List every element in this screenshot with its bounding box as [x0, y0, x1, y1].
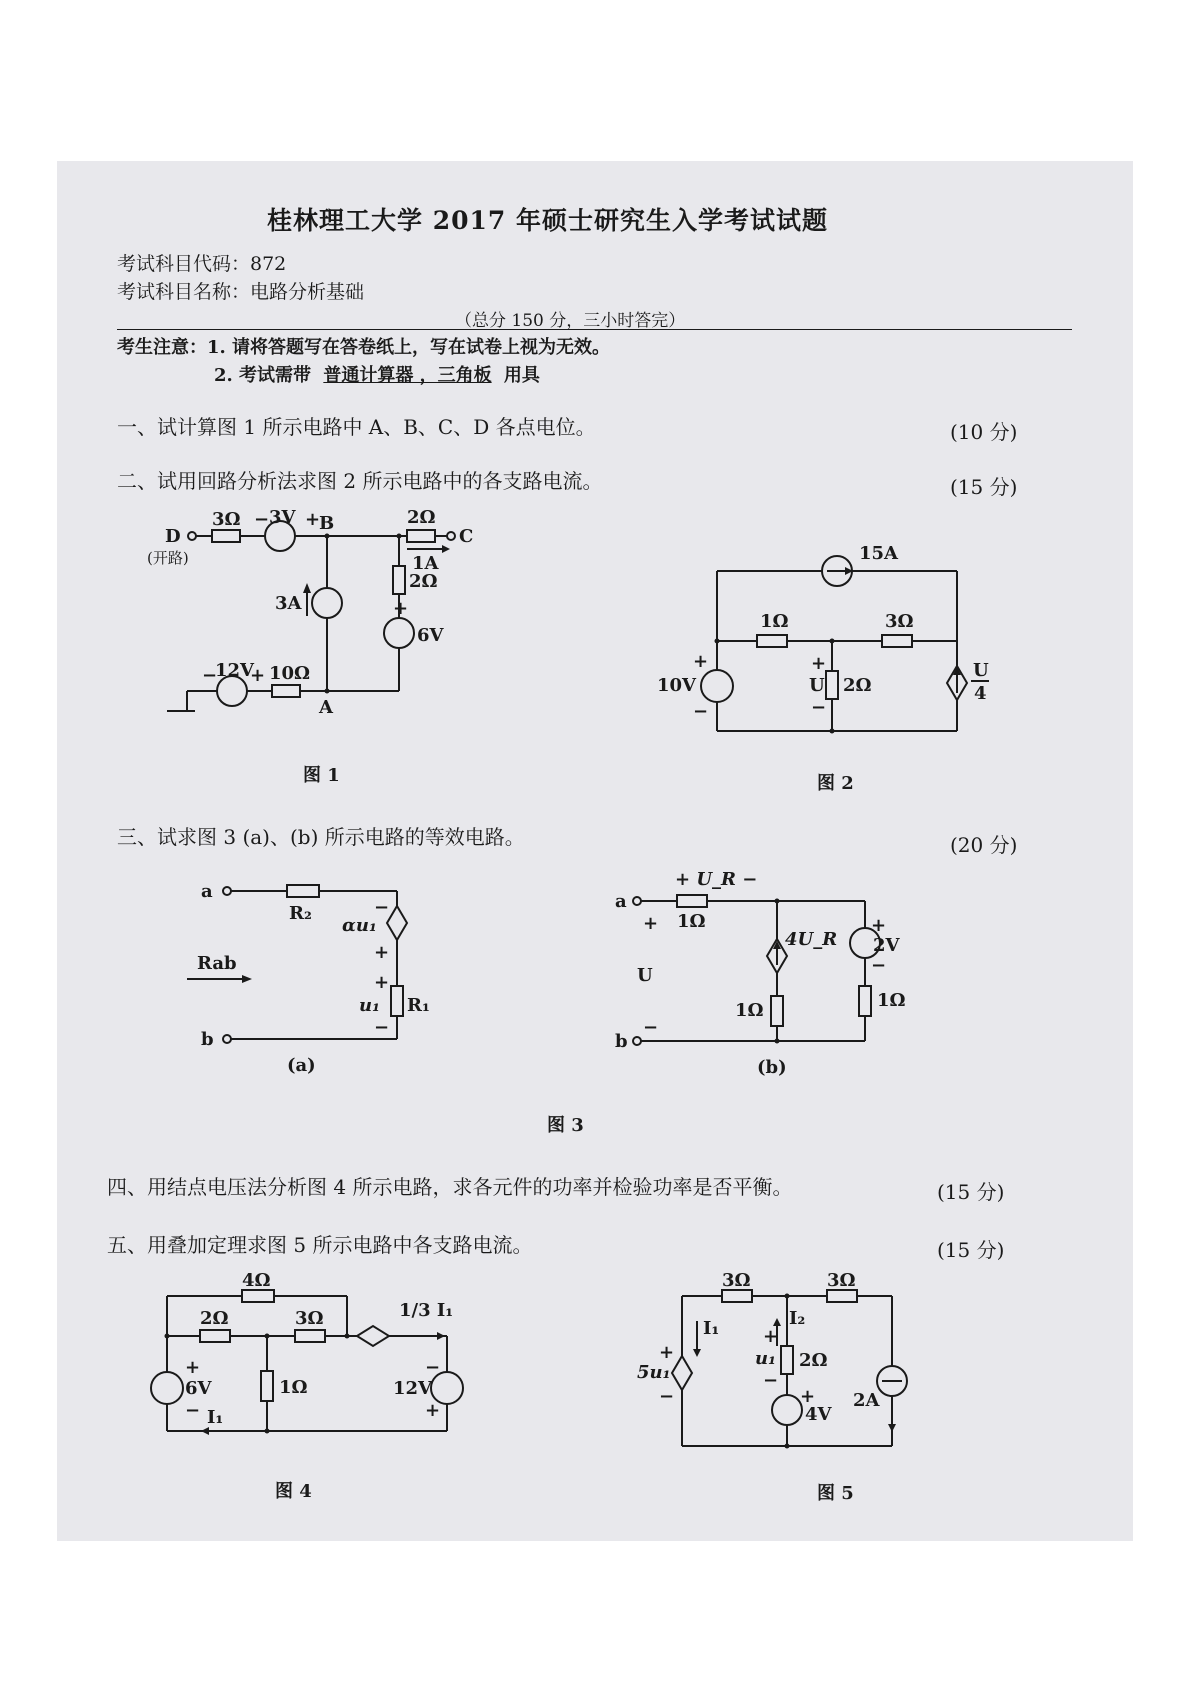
fig4-r1: 1Ω — [279, 1377, 308, 1398]
fig1-A: A — [319, 697, 333, 718]
fig4-v6-plus: + — [185, 1357, 201, 1378]
question-3: 三、试求图 3 (a)、(b) 所示电路的等效电路。 — [117, 825, 525, 849]
fig1-v12: 12V — [215, 660, 255, 681]
fig1-v12-minus: − — [202, 665, 218, 686]
fig5-r3b: 3Ω — [827, 1270, 856, 1291]
question-2-score: (15 分) — [950, 475, 1018, 499]
fig5-caption: 图 5 — [817, 1483, 854, 1504]
fig1-v12-plus: + — [250, 665, 266, 686]
fig3a-label: (a) — [287, 1055, 316, 1076]
fig5-i2: 2A — [853, 1390, 880, 1411]
fig3a-Rab: Rab — [197, 953, 237, 974]
note-2 — [214, 361, 540, 387]
fig5-u1-plus: + — [763, 1326, 779, 1347]
note-1: 考生注意：1. 请将答题写在答卷纸上，写在试卷上视为无效。 — [117, 337, 611, 358]
fig4-r3: 3Ω — [295, 1308, 324, 1329]
fig4-dep: 1/3 I₁ — [399, 1300, 454, 1321]
fig5-r2: 2Ω — [799, 1350, 828, 1371]
figure-3b-circuit — [607, 861, 927, 1078]
fig2-U-plus: + — [811, 653, 827, 674]
fig3a-au: αu₁ — [342, 915, 377, 936]
fig4-v12: 12V — [393, 1378, 433, 1399]
fig4-r2: 2Ω — [200, 1308, 229, 1329]
fig3b-v2: 2V — [873, 935, 900, 956]
note-2-suffix: 用具 — [503, 365, 540, 386]
fig4-v6-minus: − — [185, 1400, 201, 1421]
question-5: 五、用叠加定理求图 5 所示电路中各支路电流。 — [107, 1233, 533, 1257]
fig4-v12-plus: + — [425, 1400, 441, 1421]
fig5-dep: 5u₁ — [637, 1362, 671, 1383]
fig1-v3-minus: − — [254, 509, 270, 530]
note-2-tools: 普通计算器 ，三角板 — [323, 365, 492, 386]
header-divider — [117, 329, 1072, 330]
fig3a-b: b — [201, 1029, 214, 1050]
fig2-dep-den: 4 — [974, 683, 987, 704]
fig3a-R1: R₁ — [407, 995, 430, 1016]
fig1-caption: 图 1 — [303, 765, 340, 786]
fig3b-minus: − — [643, 1017, 659, 1038]
fig4-v12-minus: − — [425, 1357, 441, 1378]
fig3b-UR: + U_R − — [675, 869, 758, 890]
fig1-r2top: 2Ω — [407, 507, 436, 528]
fig1-open: (开路) — [147, 549, 189, 567]
fig1-i1: 1A — [412, 553, 439, 574]
fig1-D: D — [165, 526, 181, 547]
fig3b-v2-minus: − — [871, 955, 887, 976]
fig2-caption: 图 2 — [817, 773, 854, 794]
fig3b-r1left: 1Ω — [735, 1000, 764, 1021]
question-4: 四、用结点电压法分析图 4 所示电路，求各元件的功率并检验功率是否平衡。 — [107, 1175, 793, 1199]
fig1-v3: 3V — [269, 507, 296, 528]
fig1-i3: 3A — [275, 593, 302, 614]
question-3-score: (20 分) — [950, 833, 1018, 857]
fig1-r3: 3Ω — [212, 509, 241, 530]
fig2-v10-plus: + — [693, 651, 709, 672]
fig3a-au-minus: − — [374, 897, 390, 918]
fig1-v3-plus: + — [305, 509, 321, 530]
fig3a-u1-plus: + — [374, 972, 390, 993]
fig3b-b: b — [615, 1031, 628, 1052]
figure-1-circuit — [147, 507, 507, 751]
fig3a-u1: u₁ — [359, 995, 380, 1016]
figure-4-circuit — [137, 1270, 477, 1446]
fig4-caption: 图 4 — [275, 1481, 312, 1502]
fig2-v10: 10V — [657, 675, 697, 696]
subject-code: 考试科目代码：872 — [117, 253, 287, 275]
fig3a-R2: R₂ — [289, 903, 312, 924]
fig4-r4: 4Ω — [242, 1270, 271, 1291]
fig1-B: B — [319, 513, 335, 534]
fig2-r1: 1Ω — [760, 611, 789, 632]
subject-name: 考试科目名称：电路分析基础 — [117, 281, 365, 303]
fig2-v10-minus: − — [693, 701, 709, 722]
fig2-r2: 2Ω — [843, 675, 872, 696]
fig5-v4: 4V — [805, 1404, 832, 1425]
question-4-score: (15 分) — [937, 1180, 1005, 1204]
question-2: 二、试用回路分析法求图 2 所示电路中的各支路电流。 — [117, 469, 603, 493]
figure-3a-circuit — [187, 861, 467, 1076]
fig2-U: U — [809, 675, 825, 696]
fig1-v6: 6V — [417, 625, 444, 646]
fig3a-au-plus: + — [374, 942, 390, 963]
question-1-score: (10 分) — [950, 420, 1018, 444]
total-score: （总分 150 分，三小时答完） — [455, 311, 686, 331]
fig3b-label: (b) — [757, 1057, 787, 1078]
fig5-v4-plus: + — [800, 1386, 816, 1407]
fig5-dep-plus: + — [659, 1342, 675, 1363]
fig5-dep-minus: − — [659, 1386, 675, 1407]
fig1-C: C — [459, 526, 474, 547]
fig3b-a: a — [615, 891, 627, 912]
fig2-dep-num: U — [973, 660, 989, 681]
figure-2-circuit — [657, 541, 1017, 761]
fig4-v6: 6V — [185, 1378, 212, 1399]
note-2-prefix: 2. 考试需带 — [214, 365, 312, 386]
exam-sheet — [57, 161, 1133, 1541]
fig3b-dep: 4U_R — [785, 929, 838, 950]
fig5-I1: I₁ — [703, 1318, 720, 1339]
fig1-r10: 10Ω — [269, 663, 311, 684]
fig1-r2v: 2Ω — [409, 571, 438, 592]
figure-5-circuit — [637, 1270, 957, 1466]
question-1: 一、试计算图 1 所示电路中 A、B、C、D 各点电位。 — [117, 415, 596, 439]
fig5-u1-minus: − — [763, 1370, 779, 1391]
fig5-u1: u₁ — [755, 1348, 776, 1369]
fig3-caption: 图 3 — [547, 1115, 584, 1136]
fig3b-U: U — [637, 965, 653, 986]
fig1-v6-plus: + — [393, 598, 409, 619]
fig3b-r1top: 1Ω — [677, 911, 706, 932]
fig2-U-minus: − — [811, 697, 827, 718]
fig5-r3a: 3Ω — [722, 1270, 751, 1291]
question-5-score: (15 分) — [937, 1238, 1005, 1262]
fig3b-plus: + — [643, 913, 659, 934]
fig2-r3: 3Ω — [885, 611, 914, 632]
exam-title: 桂林理工大学 2017 年硕士研究生入学考试试题 — [267, 206, 828, 235]
fig2-i15: 15A — [859, 543, 899, 564]
fig4-I1: I₁ — [207, 1407, 224, 1428]
fig5-I2: I₂ — [789, 1308, 806, 1329]
fig3b-v2-plus: + — [871, 915, 887, 936]
fig3a-a: a — [201, 881, 213, 902]
fig3b-r1right: 1Ω — [877, 990, 906, 1011]
fig3a-u1-minus: − — [374, 1017, 390, 1038]
